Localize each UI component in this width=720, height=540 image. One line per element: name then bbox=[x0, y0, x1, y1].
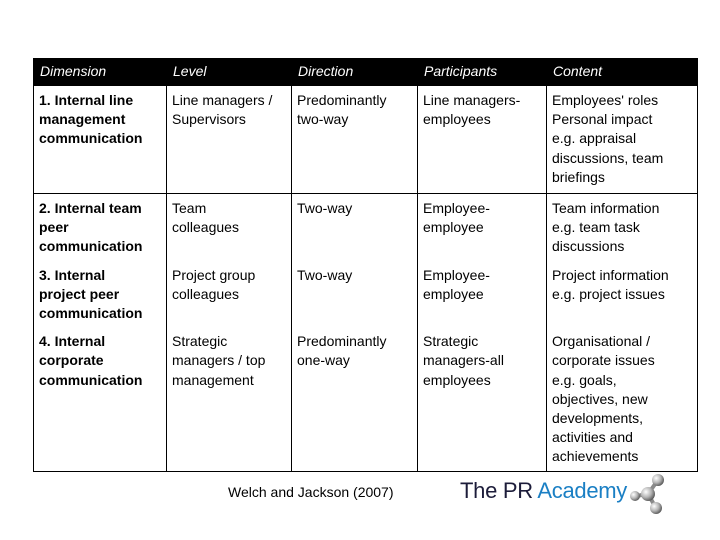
cell-line: 2. Internal team bbox=[39, 200, 142, 216]
cell-line: Team information bbox=[552, 200, 660, 216]
cell-line: Supervisors bbox=[172, 111, 246, 128]
cell-line: management bbox=[39, 111, 126, 128]
table-row bbox=[34, 194, 698, 261]
cell-line: discussions, team bbox=[552, 149, 664, 166]
header-participants: Participants bbox=[418, 59, 547, 86]
cell-line: communication bbox=[39, 238, 143, 255]
cell-line: e.g. team task bbox=[552, 219, 640, 236]
cell-line: 1. Internal line bbox=[39, 92, 134, 108]
communication-dimensions-table bbox=[33, 58, 698, 472]
molecule-icon bbox=[628, 472, 670, 516]
cell-dimension bbox=[34, 194, 167, 261]
cell-line: achievements bbox=[552, 448, 639, 465]
cell-line: communication bbox=[39, 371, 143, 388]
cell-direction bbox=[292, 194, 418, 261]
cell-level bbox=[167, 261, 292, 328]
cell-line: Personal impact bbox=[552, 111, 653, 128]
cell-line: 3. Internal bbox=[39, 266, 106, 283]
cell-line: Project group bbox=[172, 266, 256, 283]
header-dimension: Dimension bbox=[34, 59, 167, 86]
header-direction: Direction bbox=[292, 59, 418, 86]
cell-dimension bbox=[34, 261, 167, 328]
cell-line: colleagues bbox=[172, 219, 239, 236]
cell-line: employee bbox=[423, 219, 484, 236]
cell-line: Project information bbox=[552, 266, 669, 283]
cell-line: colleagues bbox=[172, 285, 239, 302]
cell-line: Strategic bbox=[423, 333, 479, 350]
cell-line: two-way bbox=[297, 111, 349, 128]
cell-line: Predominantly bbox=[297, 92, 387, 108]
table-row bbox=[34, 261, 698, 328]
cell-line: briefings bbox=[552, 168, 605, 185]
pr-academy-logo bbox=[460, 472, 670, 516]
cell-line: Organisational / bbox=[552, 333, 651, 350]
cell-direction bbox=[292, 86, 418, 194]
cell-line: project peer bbox=[39, 285, 120, 302]
cell-level bbox=[167, 194, 292, 261]
cell-line: Two-way bbox=[297, 200, 353, 216]
cell-line: Line managers- bbox=[423, 92, 521, 108]
cell-direction bbox=[292, 327, 418, 471]
cell-line: managers-all bbox=[423, 352, 504, 369]
cell-dimension bbox=[34, 327, 167, 471]
cell-level bbox=[167, 86, 292, 194]
logo-prefix: The PR bbox=[460, 478, 538, 503]
cell-line: corporate bbox=[39, 352, 104, 369]
cell-participants bbox=[418, 261, 547, 328]
cell-level bbox=[167, 327, 292, 471]
cell-participants bbox=[418, 194, 547, 261]
cell-content bbox=[547, 86, 698, 194]
logo-accent: Academy bbox=[537, 478, 627, 503]
cell-participants bbox=[418, 86, 547, 194]
cell-dimension bbox=[34, 86, 167, 194]
table-row bbox=[34, 86, 698, 194]
cell-line: management bbox=[172, 371, 254, 388]
cell-line: communication bbox=[39, 305, 143, 322]
cell-line: objectives, new bbox=[552, 390, 648, 407]
logo-wordmark bbox=[460, 478, 627, 504]
cell-line: discussions bbox=[552, 238, 625, 255]
cell-line: employees bbox=[423, 111, 491, 128]
cell-participants bbox=[418, 327, 547, 471]
cell-line: employee bbox=[423, 285, 484, 302]
cell-content bbox=[547, 327, 698, 471]
cell-line: Employee- bbox=[423, 266, 490, 283]
header-level: Level bbox=[167, 59, 292, 86]
cell-line: Line managers / bbox=[172, 92, 273, 108]
header-content: Content bbox=[547, 59, 698, 86]
cell-line: developments, bbox=[552, 410, 644, 427]
cell-line: e.g. goals, bbox=[552, 371, 617, 388]
communication-dimensions-table-wrap bbox=[33, 58, 697, 472]
table-row bbox=[34, 327, 698, 471]
cell-content bbox=[547, 261, 698, 328]
cell-line: e.g. appraisal bbox=[552, 130, 637, 147]
cell-line: corporate issues bbox=[552, 352, 655, 369]
cell-line: Team bbox=[172, 200, 207, 216]
cell-line: 4. Internal bbox=[39, 333, 106, 350]
cell-line: Predominantly bbox=[297, 333, 387, 350]
cell-line: Two-way bbox=[297, 266, 353, 283]
cell-content bbox=[547, 194, 698, 261]
cell-line: Strategic bbox=[172, 333, 228, 350]
cell-line: e.g. project issues bbox=[552, 285, 665, 302]
citation: Welch and Jackson (2007) bbox=[228, 484, 394, 500]
cell-line: Employee- bbox=[423, 200, 490, 216]
cell-line: peer bbox=[39, 219, 69, 236]
cell-line: Employees' roles bbox=[552, 92, 659, 108]
cell-line: communication bbox=[39, 130, 143, 147]
cell-line: managers / top bbox=[172, 352, 266, 369]
cell-line: employees bbox=[423, 371, 491, 388]
cell-direction bbox=[292, 261, 418, 328]
cell-line: activities and bbox=[552, 429, 633, 446]
header-row bbox=[34, 59, 698, 86]
cell-line: one-way bbox=[297, 352, 350, 369]
